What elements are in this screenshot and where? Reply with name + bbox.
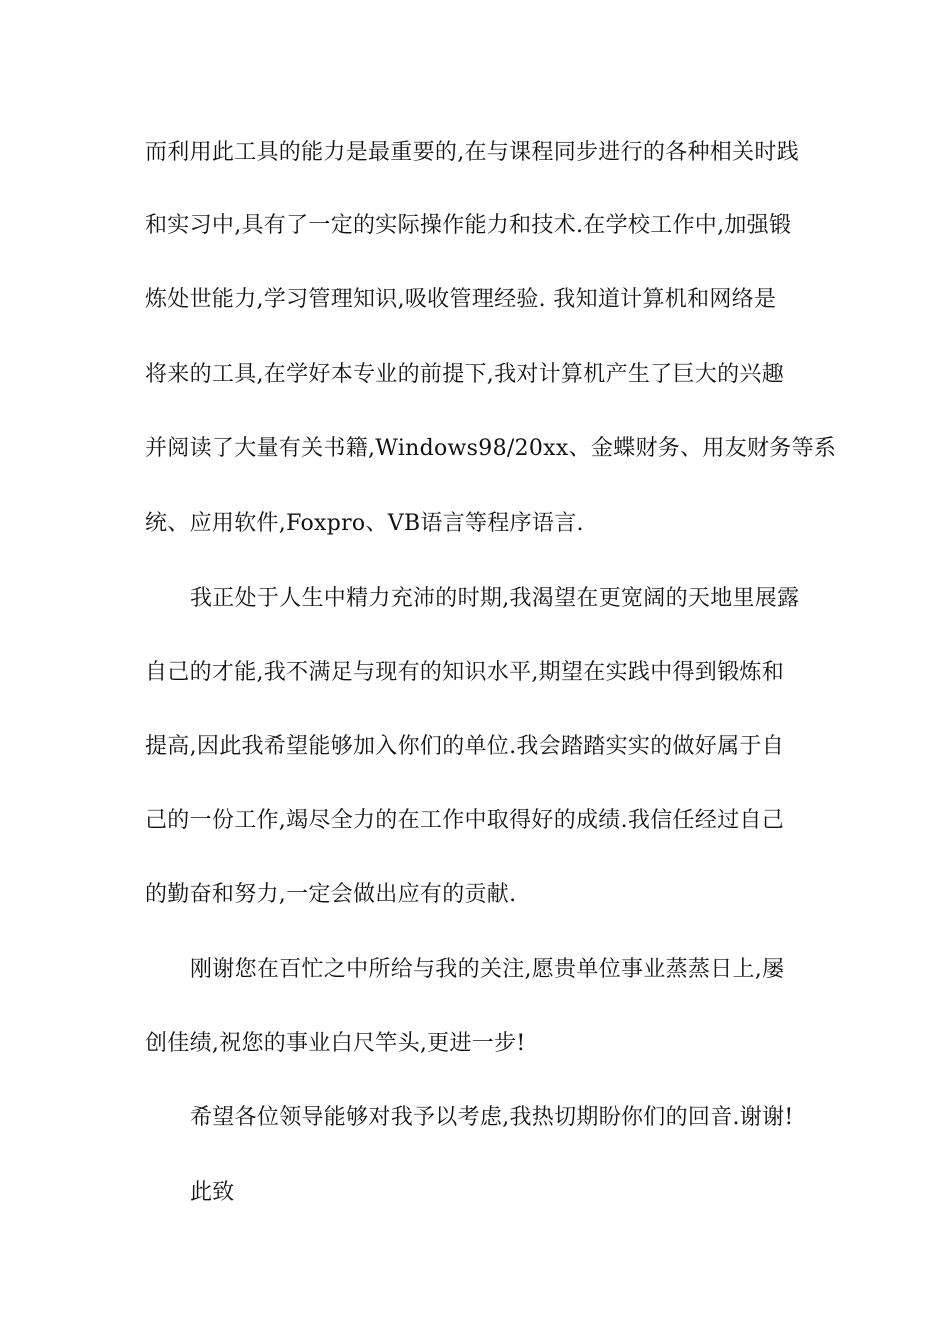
text-line: 己的一份工作,竭尽全力的在工作中取得好的成绩.我信任经过自己 bbox=[145, 808, 784, 833]
text-line: 创佳绩,祝您的事业白尺竿头,更进一步! bbox=[145, 1031, 526, 1056]
text-line: 希望各位领导能够对我予以考虑,我热切期盼你们的回音.谢谢! bbox=[190, 1105, 794, 1130]
text-line: 自己的才能,我不满足与现有的知识水平,期望在实践中得到锻炼和 bbox=[145, 660, 784, 685]
text-line: 此致 bbox=[190, 1180, 235, 1205]
text-line: 我正处于人生中精力充沛的时期,我渴望在更宽阔的天地里展露 bbox=[190, 586, 800, 611]
text-line: 的勤奋和努力,一定会做出应有的贡献. bbox=[145, 882, 517, 907]
text-line: 统、应用软件,Foxpro、VB语言等程序语言. bbox=[145, 511, 584, 536]
text-line: 和实习中,具有了一定的实际操作能力和技术.在学校工作中,加强锻 bbox=[145, 213, 792, 238]
text-line: 炼处世能力,学习管理知识,吸收管理经验. 我知道计算机和网络是 bbox=[145, 287, 777, 312]
text-line: 刚谢您在百忙之中所给与我的关注,愿贵单位事业蒸蒸日上,屡 bbox=[190, 957, 785, 982]
text-line: 提高,因此我希望能够加入你们的单位.我会踏踏实实的做好属于自 bbox=[145, 734, 784, 759]
text-line: 并阅读了大量有关书籍,Windows98/20xx、金蝶财务、用友财务等系 bbox=[145, 436, 837, 461]
text-line: 将来的工具,在学好本专业的前提下,我对计算机产生了巨大的兴趣 bbox=[145, 362, 784, 387]
text-line: 而利用此工具的能力是最重要的,在与课程同步进行的各种相关时践 bbox=[145, 140, 799, 165]
